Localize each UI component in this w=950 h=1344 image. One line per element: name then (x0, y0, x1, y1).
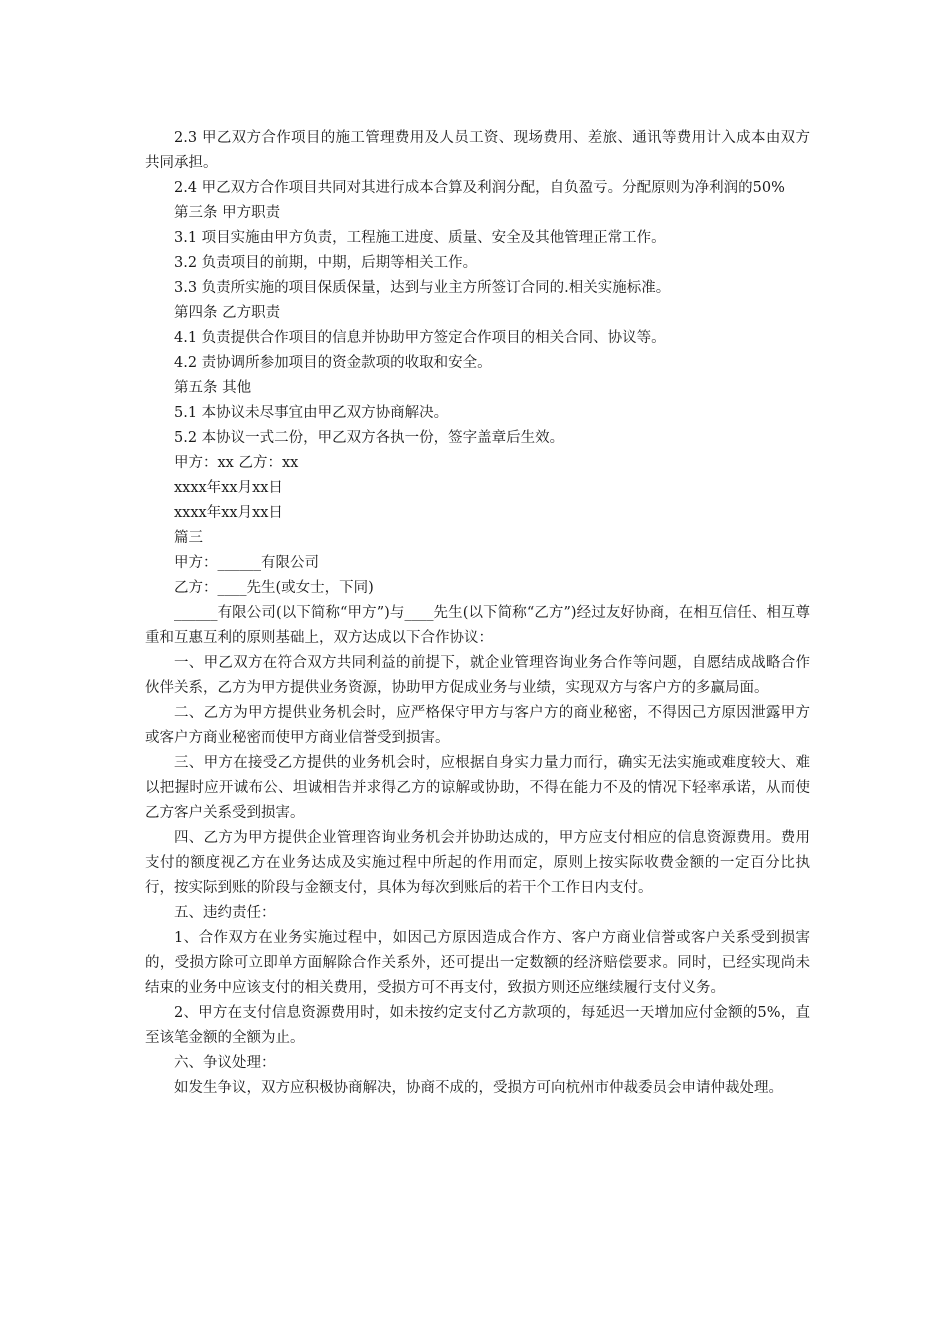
paragraph: 三、甲方在接受乙方提供的业务机会时，应根据自身实力量力而行，确实无法实施或难度较大、难以把握时应开诚布公、坦诚相告并求得乙方的谅解或协助，不得在能力不及的情况下轻率承诺，从而使乙方客户关系受到损害。 (145, 755, 810, 821)
paragraph: 一、甲乙双方在符合双方共同利益的前提下，就企业管理咨询业务合作等问题，自愿结成战略合作伙伴关系，乙方为甲方提供业务资源，协助甲方促成业务与业绩，实现双方与客户方的多赢局面。 (145, 655, 810, 696)
paragraph: 4.2 责协调所参加项目的资金款项的收取和安全。 (174, 355, 492, 371)
paragraph: 3.1 项目实施由甲方负责，工程施工进度、质量、安全及其他管理正常工作。 (174, 230, 666, 246)
paragraph: 5.1 本协议未尽事宜由甲乙双方协商解决。 (174, 405, 449, 421)
paragraph: 2.4 甲乙双方合作项目共同对其进行成本合算及利润分配，自负盈亏。分配原则为净利润的50% (174, 180, 785, 196)
paragraph: 3.2 负责项目的前期，中期，后期等相关工作。 (174, 255, 478, 271)
party-a-line: 甲方：______有限公司 (174, 555, 319, 571)
paragraph: 2、甲方在支付信息资源费用时，如未按约定支付乙方款项的，每延迟一天增加应付金额的5%，直至该笔金额的全额为止。 (145, 1005, 810, 1046)
paragraph: 二、乙方为甲方提供业务机会时，应严格保守甲方与客户方的商业秘密，不得因己方原因泄露甲方或客户方商业秘密而使甲方商业信誉受到损害。 (145, 705, 810, 746)
paragraph: ______有限公司(以下简称“甲方”)与____先生(以下简称“乙方”)经过友好协商，在相互信任、相互尊重和互惠互利的原则基础上，双方达成以下合作协议： (145, 605, 810, 646)
section-heading: 第四条 乙方职责 (174, 305, 281, 321)
section-heading: 六、争议处理： (174, 1055, 276, 1071)
section-heading: 第五条 其他 (174, 380, 252, 396)
date-line: xxxx年xx月xx日 (174, 505, 283, 521)
paragraph: 1、合作双方在业务实施过程中，如因己方原因造成合作方、客户方商业信誉或客户关系受到损害的，受损方除可立即单方面解除合作关系外，还可提出一定数额的经济赔偿要求。同时，已经实现尚未结束的业务中应该支付的相关费用，受损方可不再支付，致损方则还应继续履行支付义务。 (145, 930, 810, 996)
section-heading: 第三条 甲方职责 (174, 205, 281, 221)
date-line: xxxx年xx月xx日 (174, 480, 283, 496)
chapter-heading: 篇三 (174, 530, 203, 546)
paragraph: 如发生争议，双方应积极协商解决，协商不成的，受损方可向杭州市仲裁委员会申请仲裁处理。 (174, 1080, 783, 1096)
signature-line: 甲方：xx 乙方：xx (174, 455, 299, 471)
paragraph: 5.2 本协议一式二份，甲乙双方各执一份，签字盖章后生效。 (174, 430, 565, 446)
paragraph: 3.3 负责所实施的项目保质保量，达到与业主方所签订合同的.相关实施标准。 (174, 280, 671, 296)
paragraph: 2.3 甲乙双方合作项目的施工管理费用及人员工资、现场费用、差旅、通讯等费用计入成本由双方共同承担。 (145, 130, 810, 171)
section-heading: 五、违约责任： (174, 905, 276, 921)
paragraph: 4.1 负责提供合作项目的信息并协助甲方签定合作项目的相关合同、协议等。 (174, 330, 666, 346)
document-body (145, 126, 810, 1101)
paragraph: 四、乙方为甲方提供企业管理咨询业务机会并协助达成的，甲方应支付相应的信息资源费用。费用支付的额度视乙方在业务达成及实施过程中所起的作用而定，原则上按实际收费金额的一定百分比执行，按实际到账的阶段与金额支付，具体为每次到账后的若干个工作日内支付。 (145, 830, 810, 896)
party-b-line: 乙方：____先生(或女士，下同) (174, 580, 374, 596)
